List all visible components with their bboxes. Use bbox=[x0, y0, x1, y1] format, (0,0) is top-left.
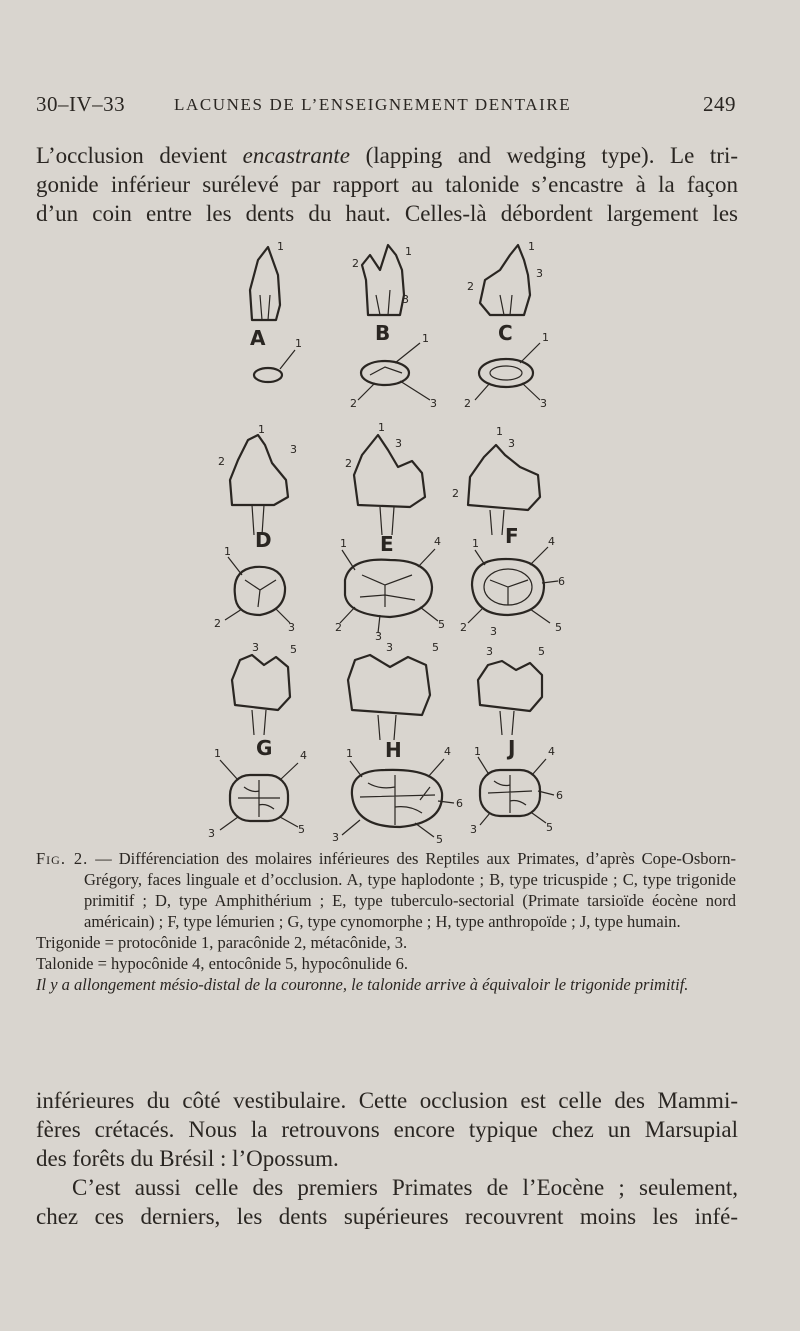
emphasis-encastrante: encastrante bbox=[242, 143, 350, 168]
svg-text:2: 2 bbox=[464, 397, 471, 410]
figure-letter-c: C bbox=[498, 321, 513, 345]
svg-text:5: 5 bbox=[436, 833, 443, 846]
svg-text:3: 3 bbox=[208, 827, 215, 840]
paragraph-bottom-2 bbox=[36, 1173, 738, 1231]
page-number: 249 bbox=[703, 92, 736, 116]
svg-text:1: 1 bbox=[422, 332, 429, 345]
tooth-f-profile bbox=[452, 425, 540, 535]
svg-text:3: 3 bbox=[490, 625, 497, 638]
svg-text:3: 3 bbox=[332, 831, 339, 844]
svg-text:3: 3 bbox=[288, 621, 295, 634]
tooth-g-occlusal bbox=[208, 747, 307, 840]
svg-text:1: 1 bbox=[214, 747, 221, 760]
svg-text:5: 5 bbox=[432, 641, 439, 654]
paragraph-top bbox=[36, 141, 738, 228]
paragraph-line: des forêts du Brésil : l’Opossum. bbox=[36, 1146, 339, 1171]
svg-text:1: 1 bbox=[295, 337, 302, 350]
paragraph-bottom-1 bbox=[36, 1086, 738, 1173]
svg-text:3: 3 bbox=[290, 443, 297, 456]
svg-text:6: 6 bbox=[556, 789, 563, 802]
svg-text:5: 5 bbox=[290, 643, 297, 656]
svg-text:1: 1 bbox=[474, 745, 481, 758]
caption-fig-label: Fig. 2. bbox=[36, 849, 89, 868]
svg-text:2: 2 bbox=[335, 621, 342, 634]
svg-text:1: 1 bbox=[378, 421, 385, 434]
svg-text:5: 5 bbox=[538, 645, 545, 658]
svg-text:3: 3 bbox=[395, 437, 402, 450]
paragraph-line: fères crétacés. Nous la retrouvons encore typique chez un Marsupial bbox=[36, 1117, 738, 1142]
figure-letter-b: B bbox=[375, 321, 391, 345]
figure-letter-d: D bbox=[255, 528, 272, 552]
svg-text:1: 1 bbox=[542, 331, 549, 344]
svg-text:3: 3 bbox=[540, 397, 547, 410]
figure-letter-e: E bbox=[380, 532, 394, 556]
caption-main bbox=[36, 848, 736, 932]
svg-text:6: 6 bbox=[558, 575, 565, 588]
svg-text:5: 5 bbox=[438, 618, 445, 631]
tooth-h-profile bbox=[348, 641, 439, 740]
svg-text:1: 1 bbox=[277, 240, 284, 253]
header-title: LACUNES DE L’ENSEIGNEMENT DENTAIRE bbox=[174, 95, 572, 114]
tooth-a-profile bbox=[250, 240, 284, 320]
caption-trigonide: Trigonide = protocônide 1, paracônide 2, métacônide, 3. bbox=[36, 933, 408, 952]
svg-text:2: 2 bbox=[467, 280, 474, 293]
figure-letter-a: A bbox=[250, 326, 266, 350]
paragraph-line: L’occlusion devient encastrante (lapping and wedging type). Le tri- bbox=[36, 143, 738, 168]
tooth-f-occlusal bbox=[460, 535, 565, 638]
svg-text:1: 1 bbox=[496, 425, 503, 438]
svg-text:2: 2 bbox=[452, 487, 459, 500]
running-head bbox=[36, 92, 736, 122]
figure-letter-j: J bbox=[508, 736, 516, 760]
figure-letter-g: G bbox=[256, 736, 273, 760]
svg-text:2: 2 bbox=[460, 621, 467, 634]
tooth-d-profile bbox=[218, 423, 297, 535]
tooth-c-profile bbox=[467, 240, 543, 315]
tooth-j-profile bbox=[478, 645, 545, 735]
tooth-e-profile bbox=[345, 421, 425, 535]
svg-text:4: 4 bbox=[444, 745, 451, 758]
svg-text:2: 2 bbox=[214, 617, 221, 630]
svg-text:4: 4 bbox=[548, 745, 555, 758]
paragraph-line: d’un coin entre les dents du haut. Celles-là débordent largement les bbox=[36, 201, 738, 226]
svg-text:3: 3 bbox=[375, 630, 382, 643]
svg-text:6: 6 bbox=[456, 797, 463, 810]
svg-text:3: 3 bbox=[508, 437, 515, 450]
svg-text:4: 4 bbox=[300, 749, 307, 762]
svg-text:2: 2 bbox=[352, 257, 359, 270]
svg-text:3: 3 bbox=[486, 645, 493, 658]
figure-letter-h: H bbox=[385, 738, 402, 762]
header-date: 30–IV–33 bbox=[36, 92, 126, 116]
paragraph-line: gonide inférieur surélevé par rapport au talonide s’encastre à la façon bbox=[36, 172, 738, 197]
svg-text:2: 2 bbox=[218, 455, 225, 468]
svg-text:2: 2 bbox=[345, 457, 352, 470]
svg-text:1: 1 bbox=[528, 240, 535, 253]
tooth-g-profile bbox=[232, 641, 297, 735]
caption-talonide: Talonide = hypocônide 4, entocônide 5, hypocônulide 6. bbox=[36, 954, 408, 973]
svg-text:1: 1 bbox=[405, 245, 412, 258]
tooth-d-occlusal bbox=[214, 545, 295, 634]
tooth-b-occlusal bbox=[350, 332, 437, 410]
svg-text:5: 5 bbox=[298, 823, 305, 836]
molar-figure bbox=[190, 235, 610, 850]
caption-note: Il y a allongement mésio-distal de la couronne, le talonide arrive à équivaloir le trigonide primitif. bbox=[36, 975, 689, 994]
svg-text:3: 3 bbox=[386, 641, 393, 654]
svg-text:3: 3 bbox=[252, 641, 259, 654]
svg-text:1: 1 bbox=[472, 537, 479, 550]
figure-caption bbox=[36, 848, 736, 995]
paragraph-line: chez ces derniers, les dents supérieures recouvrent moins les infé- bbox=[36, 1204, 738, 1229]
tooth-b-profile bbox=[352, 245, 412, 315]
svg-text:2: 2 bbox=[350, 397, 357, 410]
svg-text:1: 1 bbox=[340, 537, 347, 550]
caption-main-text: — Différenciation des molaires inférieures des Reptiles aux Primates, d’après Cope-Osborn-Grégory, faces linguale et d’occlusion. A, type haplodonte ; B, type tricuspide ; C, type trigonide primitif ; D, type Amphithérium ; E, type tuberculo-sectorial (Primate tarsioïde éocène nord américain) ; F, type lémurien ; G, type cynomorphe ; H, type anthropoïde ; J, type humain. bbox=[84, 849, 736, 931]
svg-text:3: 3 bbox=[402, 293, 409, 306]
molar-illustration bbox=[190, 235, 610, 850]
figure-letter-f: F bbox=[505, 524, 519, 548]
svg-text:1: 1 bbox=[258, 423, 265, 436]
svg-text:3: 3 bbox=[536, 267, 543, 280]
svg-text:4: 4 bbox=[434, 535, 441, 548]
svg-text:3: 3 bbox=[470, 823, 477, 836]
paragraph-line: C’est aussi celle des premiers Primates de l’Eocène ; seulement, bbox=[72, 1175, 738, 1200]
svg-text:4: 4 bbox=[548, 535, 555, 548]
paragraph-line: inférieures du côté vestibulaire. Cette occlusion est celle des Mammi- bbox=[36, 1088, 738, 1113]
tooth-j-occlusal bbox=[470, 745, 563, 836]
svg-text:3: 3 bbox=[430, 397, 437, 410]
svg-text:1: 1 bbox=[346, 747, 353, 760]
svg-text:5: 5 bbox=[546, 821, 553, 834]
svg-text:1: 1 bbox=[224, 545, 231, 558]
svg-text:5: 5 bbox=[555, 621, 562, 634]
